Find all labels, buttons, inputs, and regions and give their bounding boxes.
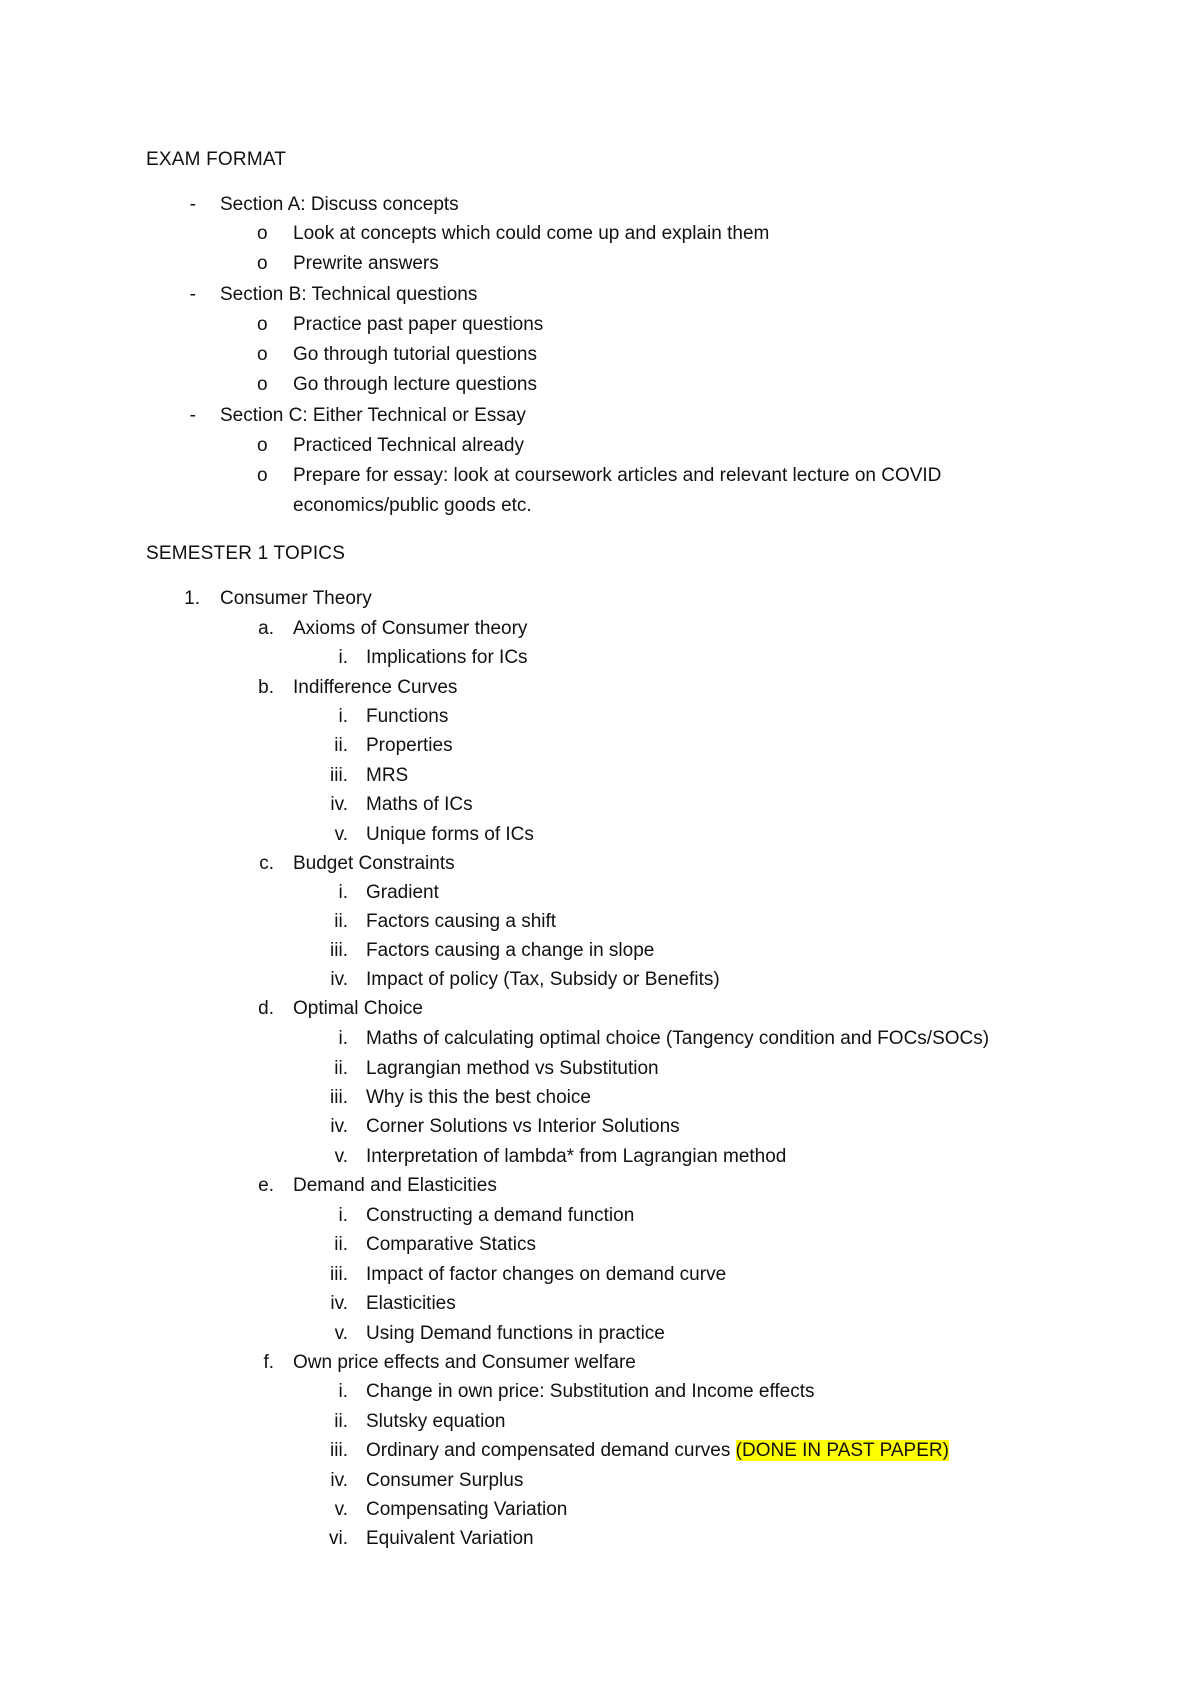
letter-marker: c. <box>259 853 274 874</box>
letter-marker: a. <box>258 618 274 639</box>
roman-marker: ii. <box>334 1234 348 1255</box>
o-bullet: o <box>257 223 268 244</box>
dash-bullet: - <box>189 405 196 426</box>
list-item: Corner Solutions vs Interior Solutions <box>366 1116 680 1137</box>
list-item: Elasticities <box>366 1293 456 1314</box>
list-item: Lagrangian method vs Substitution <box>366 1058 659 1079</box>
section-c-label: Section C: Either Technical or Essay <box>220 405 526 426</box>
roman-marker: iv. <box>330 794 348 815</box>
list-item: Unique forms of ICs <box>366 824 534 845</box>
roman-marker: i. <box>338 1028 348 1049</box>
roman-marker: vi. <box>329 1528 348 1549</box>
list-item: Slutsky equation <box>366 1411 506 1432</box>
roman-marker: iii. <box>330 1264 348 1285</box>
subtopic-title: Budget Constraints <box>293 853 455 874</box>
section-b-label: Section B: Technical questions <box>220 284 478 305</box>
roman-marker: i. <box>338 647 348 668</box>
list-item: Practiced Technical already <box>293 435 524 456</box>
o-bullet: o <box>257 344 268 365</box>
roman-marker: v. <box>334 1146 348 1167</box>
roman-marker: iii. <box>330 940 348 961</box>
roman-marker: iv. <box>330 1116 348 1137</box>
roman-marker: i. <box>338 882 348 903</box>
list-item: Consumer Surplus <box>366 1470 524 1491</box>
o-bullet: o <box>257 465 268 486</box>
list-item: Factors causing a change in slope <box>366 940 655 961</box>
subtopic-title: Demand and Elasticities <box>293 1175 497 1196</box>
subtopic-title: Optimal Choice <box>293 998 423 1019</box>
subtopic-title: Own price effects and Consumer welfare <box>293 1352 636 1373</box>
list-item: MRS <box>366 765 409 786</box>
list-item: Go through lecture questions <box>293 374 537 395</box>
roman-marker: iii. <box>330 1087 348 1108</box>
list-item: Equivalent Variation <box>366 1528 534 1549</box>
list-item: Go through tutorial questions <box>293 344 537 365</box>
roman-marker: iv. <box>330 1293 348 1314</box>
roman-marker: ii. <box>334 911 348 932</box>
list-item <box>366 1439 949 1463</box>
subtopic-title: Axioms of Consumer theory <box>293 618 528 639</box>
list-item: Maths of ICs <box>366 794 473 815</box>
list-item: Properties <box>366 735 453 756</box>
list-item: Look at concepts which could come up and explain them <box>293 223 770 244</box>
list-item: Comparative Statics <box>366 1234 537 1255</box>
roman-marker: i. <box>338 1381 348 1402</box>
list-item: Maths of calculating optimal choice (Tangency condition and FOCs/SOCs) <box>366 1028 990 1049</box>
roman-marker: iv. <box>330 1470 348 1491</box>
highlighted-note: (DONE IN PAST PAPER) <box>735 1440 949 1461</box>
semester-topics-heading: SEMESTER 1 TOPICS <box>146 543 346 564</box>
roman-marker: ii. <box>334 735 348 756</box>
list-item: Implications for ICs <box>366 647 528 668</box>
list-item: Compensating Variation <box>366 1499 568 1520</box>
o-bullet: o <box>257 374 268 395</box>
list-item: Change in own price: Substitution and Income effects <box>366 1381 815 1402</box>
roman-marker: i. <box>338 1205 348 1226</box>
roman-marker: ii. <box>334 1058 348 1079</box>
letter-marker: f. <box>263 1352 274 1373</box>
list-item: Functions <box>366 706 449 727</box>
letter-marker: d. <box>258 998 274 1019</box>
roman-marker: iii. <box>330 765 348 786</box>
letter-marker: e. <box>258 1175 274 1196</box>
section-a-label: Section A: Discuss concepts <box>220 194 459 215</box>
list-item: Gradient <box>366 882 439 903</box>
list-item: Prepare for essay: look at coursework articles and relevant lecture on COVID <box>293 465 942 486</box>
topic-title: Consumer Theory <box>220 588 372 609</box>
roman-marker: iii. <box>330 1440 348 1461</box>
list-item: Factors causing a shift <box>366 911 557 932</box>
number-marker: 1. <box>184 588 200 609</box>
roman-marker: v. <box>334 1323 348 1344</box>
list-item: Using Demand functions in practice <box>366 1323 665 1344</box>
list-item: Prewrite answers <box>293 253 439 274</box>
roman-marker: ii. <box>334 1411 348 1432</box>
o-bullet: o <box>257 253 268 274</box>
list-item: Interpretation of lambda* from Lagrangian method <box>366 1146 787 1167</box>
list-item-text: Ordinary and compensated demand curves <box>366 1440 736 1461</box>
list-item: Practice past paper questions <box>293 314 544 335</box>
roman-marker: iv. <box>330 969 348 990</box>
roman-marker: v. <box>334 824 348 845</box>
list-item-continuation: economics/public goods etc. <box>293 495 532 516</box>
o-bullet: o <box>257 314 268 335</box>
list-item: Why is this the best choice <box>366 1087 591 1108</box>
subtopic-title: Indifference Curves <box>293 677 458 698</box>
list-item: Impact of policy (Tax, Subsidy or Benefits) <box>366 969 720 990</box>
roman-marker: v. <box>334 1499 348 1520</box>
dash-bullet: - <box>189 194 196 215</box>
exam-format-heading: EXAM FORMAT <box>146 149 287 170</box>
list-item: Impact of factor changes on demand curve <box>366 1264 727 1285</box>
o-bullet: o <box>257 435 268 456</box>
list-item: Constructing a demand function <box>366 1205 635 1226</box>
roman-marker: i. <box>338 706 348 727</box>
letter-marker: b. <box>258 677 274 698</box>
dash-bullet: - <box>189 284 196 305</box>
